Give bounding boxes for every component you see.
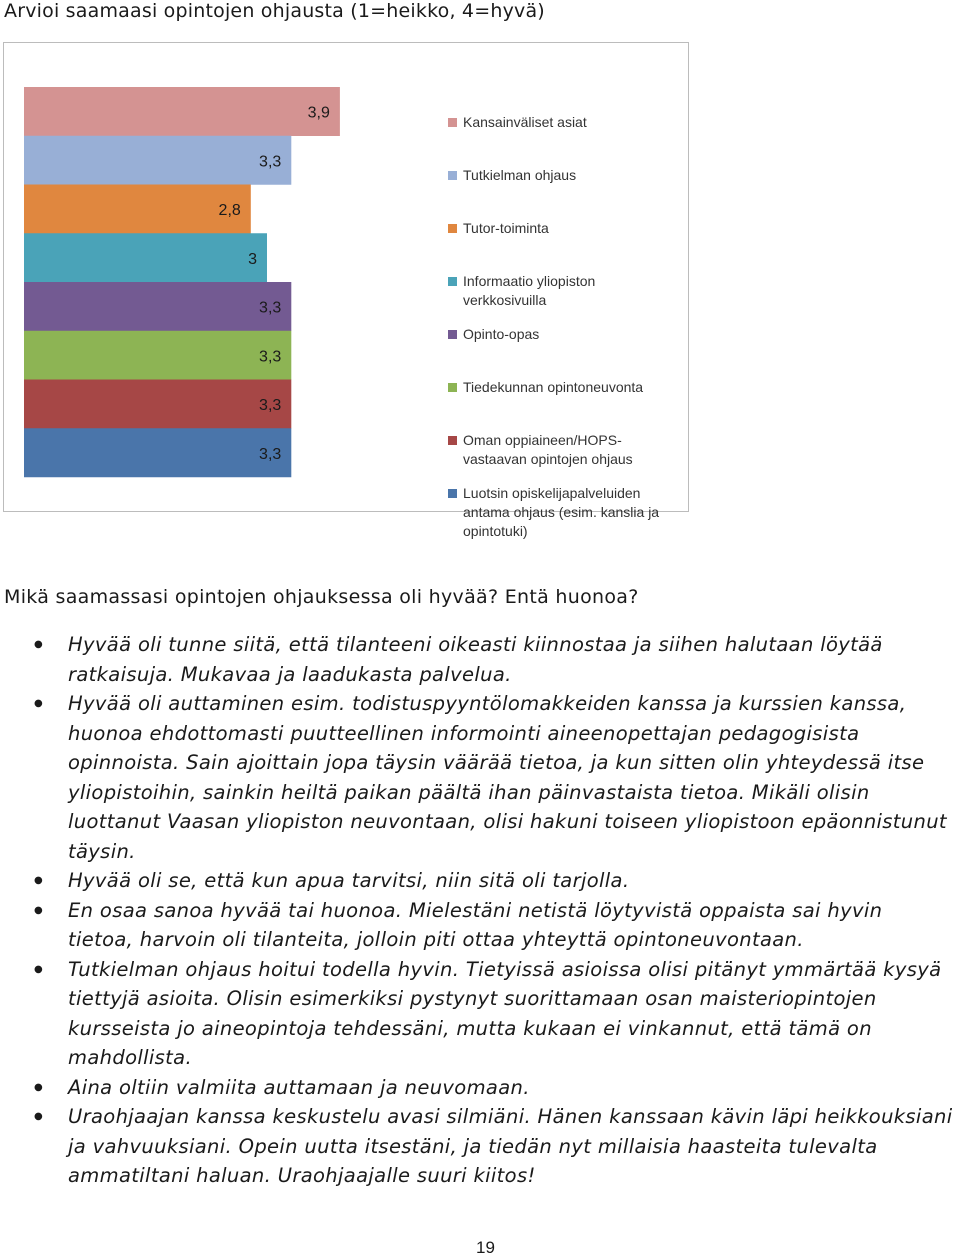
bar-chart-plot — [4, 43, 444, 513]
bar-value-label: 2,8 — [218, 202, 241, 219]
legend-swatch — [448, 330, 457, 339]
bar-6 — [24, 331, 291, 380]
bar-1 — [24, 87, 340, 136]
question-heading: Mikä saamassasi opintojen ohjauksessa oli hyvää? Entä huonoa? — [4, 586, 639, 608]
legend-label: Tutkielman ohjaus — [463, 167, 577, 183]
bar-8 — [24, 428, 291, 477]
bar-value-label: 3,3 — [259, 445, 282, 463]
chart-title: Arvioi saamaasi opintojen ohjausta (1=heikko, 4=hyvä) — [4, 0, 545, 22]
legend-label: Oman oppiaineen/HOPS- vastaavan opintojen ohjaus — [463, 432, 633, 467]
legend-swatch — [448, 277, 457, 286]
legend-swatch — [448, 118, 457, 127]
bar-2 — [24, 136, 291, 185]
legend-label: Opinto-opas — [463, 326, 540, 342]
bar-value-label: 3,3 — [259, 299, 282, 317]
legend-swatch — [448, 171, 457, 180]
legend-swatch — [448, 436, 457, 445]
legend-swatch — [448, 383, 457, 392]
bar-value-label: 3 — [248, 250, 257, 268]
answer-item: ● Hyvää oli tunne siitä, että tilanteeni oikeasti kiinnostaa ja siihen halutaan löytää ratkaisuja. Mukavaa ja laadukasta palvelua. — [0, 630, 958, 689]
legend-label: Tiedekunnan opintoneuvonta — [463, 379, 644, 395]
legend-label: Tutor-toiminta — [463, 220, 549, 236]
bar-4 — [24, 233, 267, 282]
bar-value-label: 3,3 — [259, 153, 282, 171]
legend-swatch — [448, 224, 457, 233]
answers-list — [0, 630, 958, 1191]
legend-swatch — [448, 489, 457, 498]
answer-item: ● Uraohjaajan kanssa keskustelu avasi silmiäni. Hänen kanssaan kävin läpi heikkouksiani ja vahvuuksiani. Opein uutta itsestäni, ja tiedän nyt millaisia haasteita tulevalta ammatiltani haluan. Uraohjaajalle suuri kiitos! — [0, 1102, 958, 1191]
legend-label: Luotsin opiskelijapalveluiden antama ohjaus (esim. kanslia ja opintotuki) — [463, 485, 660, 539]
answer-item: ● Hyvää oli se, että kun apua tarvitsi, niin sitä oli tarjolla. — [0, 866, 958, 896]
bar-3 — [24, 185, 251, 234]
bar-5 — [24, 282, 291, 331]
answer-item: ● En osaa sanoa hyvää tai huonoa. Mielestäni netistä löytyvistä oppaista sai hyvin tietoa, harvoin oli tilanteita, jolloin piti ottaa yhteyttä opintoneuvontaan. — [0, 896, 958, 955]
answer-item: ● Aina oltiin valmiita auttamaan ja neuvomaan. — [0, 1073, 958, 1103]
bar-7 — [24, 380, 291, 429]
bar-chart — [3, 42, 689, 539]
page-number: 19 — [476, 1238, 495, 1257]
bar-value-label: 3,9 — [307, 104, 330, 122]
answer-item: ● Tutkielman ohjaus hoitui todella hyvin. Tietyissä asioissa olisi pitänyt ymmärtää kysyä tiettyjä asioita. Olisin esimerkiksi pystynyt suorittamaan osan maisteriopintojen kursseista jo aineopintoja tehdessäni, mutta kukaan ei vinkannut, että tämä on mahdollista. — [0, 955, 958, 1073]
answer-item: ● Hyvää oli auttaminen esim. todistuspyyntölomakkeiden kanssa ja kurssien kanssa, huonoa ehdottomasti puutteellinen informointi aineenopettajan pedagogisista opinnoista. Sain ajoittain jopa täysin väärää tietoa, ja kun sitten olin yhteydessä itse yliopistoihin, sainkin heiltä paikan päältä ihan päinvastaista tietoa. Mikäli olisin luottanut Vaasan yliopiston neuvontaan, olisi hakuni toiseen yliopistoon epäonnistunut täysin. — [0, 689, 958, 866]
legend-label: Informaatio yliopiston verkkosivuilla — [463, 273, 596, 308]
bar-value-label: 3,3 — [259, 397, 282, 414]
bar-value-label: 3,3 — [259, 348, 282, 366]
legend-label: Kansainväliset asiat — [463, 114, 587, 130]
